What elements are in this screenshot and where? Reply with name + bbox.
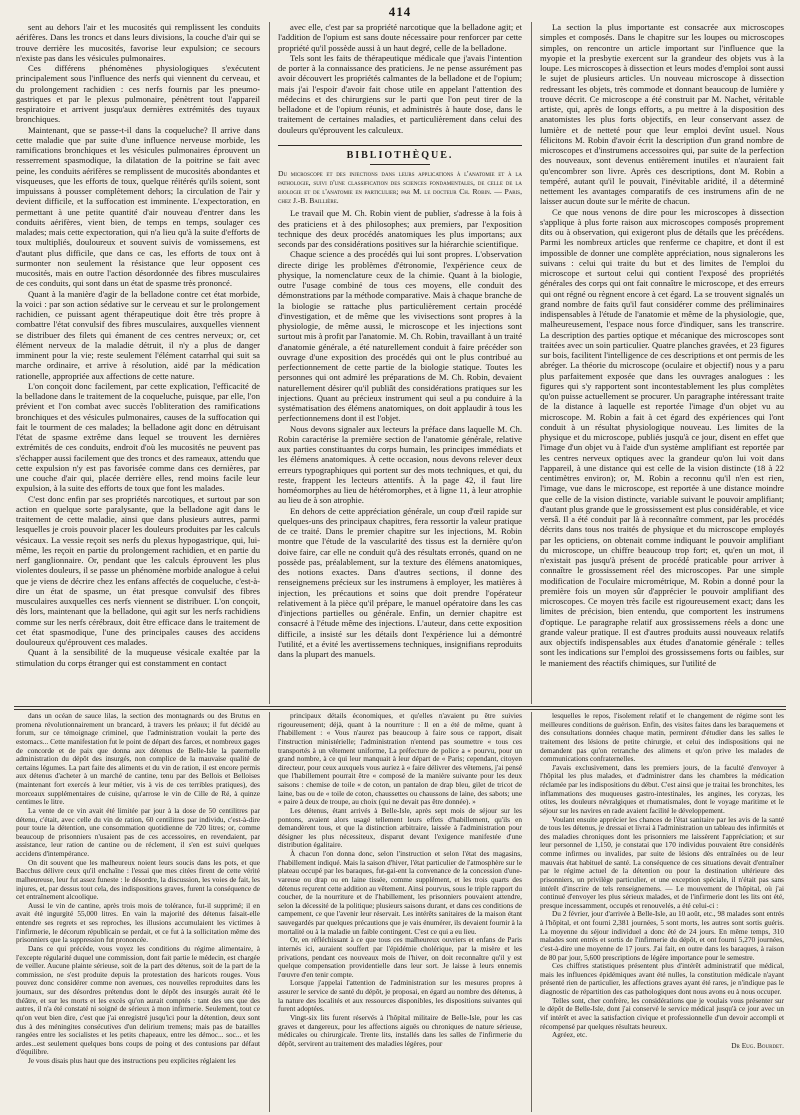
paragraph: Je vous disais plus haut que des instructions peu explicites réglaient les [28, 1056, 236, 1065]
paragraph: Ces différens phénomènes physiologiques s'exécutent principalement sous l'influence des nerfs qui viennent du cerveau, et du prolongement rachidien : ces nerfs fournis par les pneumo-gastriques et par le plexus pulmonaire, pénètrent tout l'appareil respiratoire et arrivent jusqu'aux dernières extrémités des tuyaux bronchiques. [16, 63, 260, 125]
paragraph: Nous devons signaler aux lecteurs la préface dans laquelle M. Ch. Robin caractérise la première section de l'anatomie générale, relative aux parties constituantes du corps humain, les principes immédiats et les élémens anatomiques. À cette occasion, nous devons relever deux erreurs typographiques qui portent sur des mots techniques, et qui, du reste, frappent les lecteurs attentifs. À la page 42, il faut lire homéomorphes au lieu de hétéromorphes, et à ligne 11, à leur atrophie au lieu de à son atrophie. [278, 423, 522, 506]
paragraph: La vente de ce vin avait été limitée par jour à la dose de 50 centilitres par détenu, c'était, avec celle du vin de ration, 60 centilitres par individu, c'est-à-dire pour toute la détention, une consommation quotidienne de 720 litres; or, comme beaucoup de prisonniers n'usaient pas de ces accessoires, en revendaient, par assistance, leur ration de cantine ou de réclement, il s'en est suivi quelques accidens d'intempérance. [16, 805, 260, 858]
paragraph: La section la plus importante est consacrée aux microscopes simples et composés. Dans le chapitre sur les loupes ou microscopes simples, on rencontre un article important sur l'influence que la myopie et la presbytie exercent sur la grandeur des objets vus à la loupe. Les microscopes à dissection et leurs modes d'emploi sont aussi le sujet de plusieurs articles. Un nouveau microscope à dissection redressant les objets, très commode et donnant beaucoup de lumière y trouve décrit. Ce microscope a été construit par M. Nachet, véritable artiste, qui, après de longs efforts, a pu mettre à la disposition des anatomistes les plus forts objectifs, en leur conservant assez de lumière et de netteté pour que leur emploi devînt usuel. Nous félicitons M. Robin d'avoir écrit la description d'un grand nombre de microscopes et d'instrumens accessoires qui, par suite de la perfection des nouveaux, sont devenus entièrement inutiles et n'auraient fait qu'encombrer son livre. Après ces descriptions, dont M. Robin a tempéré, autant qu'il le pouvait, l'inévitable aridité, il a déterminé nettement les avantages comparatifs de ces instrumens afin de ne laisser aucun doute sur le mérite de chacun. [540, 22, 784, 207]
paragraph: En dehors de cette appréciation générale, un coup d'œil rapide sur quelques-uns des principaux chapitres, fera ressortir la valeur pratique de ce traité. Dans le premier chapitre sur les injections, M. Robin montre que l'étude de la vascularité des tissus est la dernière qu'on doive faire, car elle ne conduit qu'à des résultats erronés, quand on ne possède pas, préalablement, sur la texture des élémens anatomiques, des notions exactes. Dans d'autres sections, il donne des renseignemens précieux sur les instrumens à employer, les matières à injection, les précautions et soins que doit prendre l'opérateur relativement à la pièce qu'il prépare, le manuel opératoire dans les cas d'injections partielles ou générale. Enfin, un dernier chapitre est consacré à l'étude même des injections. L'auteur, dans cette exposition difficile, a insisté sur les détails dont l'expérience lui a démontré l'utilité, et a évité les avertissemens techniques, insignifians reproduits dans la plupart des manuels. [278, 505, 522, 660]
paragraph: On dit souvent que les malheureux noient leurs soucis dans les pots, et que Bacchus délivre ceux qu'il enchaîne : l'essai que mes citées firent de cette vérité malheureuse, leur fut assez funeste : le désordre, la discussion, les voies de fait, les injures, et, par dessus tout cela, des indispositions graves, furent la conséquence de cet entraînement alcoolique. [16, 857, 260, 902]
top-column-2 [278, 22, 522, 704]
column-divider [531, 712, 532, 1112]
closing-line: Agréez, etc. [552, 1030, 588, 1040]
signature [540, 1042, 784, 1051]
paragraph: Dans ce qui précède, vous voyez les conditions du régime alimentaire, à l'excepte régularité duquel une commission, dont fait partie le médecin, est chargée de veiller. Aucune plainte sérieuse, soit de la part des détenus, soit de la part de la commission, ne s'est produite depuis la protestation des haricots rouges. Vous pouvez donc considérer comme non avenues, ces nouvelles reproduites dans les journaux, sur des désordres prétendus dont le dépôt des insurgés aurait été le théâtre, et sur les morts et les excès qu'on aurait comptés : tant des uns que des autres, il n'a été constaté ni soigné de sérieux à mon infirmerie. Seulement, tout ce qu'on veut bien dire, c'est que j'ai enregistré jusqu'ici pour la détention, deux sont dus à des méningites consécutives d'un delirium tremens; mais pas de batailles rangées entre les socialistes et les petits chapeaux, entre les démoc... soc... et les ardes...est seulement quelques bons coups de poing et des contusions par défaut d'équilibre. [16, 943, 260, 1057]
paragraph: principaux détails économiques, et qu'elles n'avaient pu être suivies rigoureusement; déjà, quant à la nourriture : Il en a été de même, quant à l'habillement : « Vous n'aurez pas beaucoup à faire sous ce rapport, disait l'instruction ministérielle; l'administration n'entend pas soumettre « tous ces transportés à un vêtement uniforme, La préfecture de police a « pourvu, pour un grand nombre, à ce qui leur manquait à leur départ de « Paris; cependant, citoyen directeur, pour ceux auxquels vous auriez à « faire délivrer des vêtemens, j'ai pensé que l'habillement pourrait être « composé de la manière suivante pour les deux saisons : chemise de toile « de coton, un pantalon de drap bleu, gilet de tricot de laine, bas ou de « toile de coton, chaussettes ou chaussons de laine, des sabots; une « paire à deux de troupe, au choix (qui ne devait pas être donnée). » [278, 712, 522, 807]
paragraph: lesquelles le repos, l'isolement relatif et le changement de régime sont les meilleures conditions de guérison. Enfin, des visites faites dans les baraquemens et des consultations données chaque matin, permirent d'étudier dans les salles le traitement des lésions de petite chirurgie, et celui des indispositions qui ne demandent pas qu'on retranche des alimens et qu'on prive les malades de communications confraternelles. [540, 712, 784, 764]
column-divider [531, 22, 532, 704]
page-number: 414 [388, 4, 412, 19]
bottom-column-2 [278, 712, 522, 1112]
paragraph: J'avais exclusivement, dans les premiers jours, de la faculté d'envoyer à l'hôpital les plus malades, et d'administrer dans les chambres la médication réclamée par les indispositions du début. C'est ainsi que je traitai les bronchites, les inflammations des muqueuses gastro-intestinales, les angines, les coryzas, les otites, les douleurs névralgiques et rhumatismales, dont le voyage maritime et le séjour sur les navires en rade avaient facilité le développement. [540, 762, 784, 815]
paragraph: Les détenus, étant arrivés à Belle-Isle, après sept mois de séjour sur les pontons, avaient alors usagé tellement leurs effets d'habillement, qu'ils en demandèrent tous, et que la distinction arbitraire, laissée à l'administration pour désigner les plus nécessiteux, disparut devant l'exigence manifestée d'une distribution égalitaire. [278, 805, 522, 850]
column-divider [269, 22, 270, 704]
paragraph: avec elle, c'est par sa propriété narcotique que la belladone agit; et l'addition de l'opium est sans doute nécessaire pour renforcer par cette propriété qu'il possède aussi à un haut degré, celle de la belladone. [278, 22, 522, 53]
signature-name: Dr Eug. Bourdet. [731, 1040, 784, 1050]
paragraph: Lorsque j'appelai l'attention de l'administration sur les mesures propres à assurer le service de santé du dépôt, je proposai, en égard au nombre des détenus, à la nature des localités et aux ressources disponibles, les dispositions suivantes qui furent adoptées. [278, 978, 522, 1014]
paragraph: Ces chiffres statistiques présentent plus d'intérêt administratif que médical, mais les influences épidémiques avant été nulles, la constitution médicale n'ayant présenté rien de particulier, les affections graves ayant été rares, je n'indique pas le diagnostic de répartition des cas pathologiques dont nous avons eu à nous occuper. [540, 961, 784, 996]
paragraph: dans un océan de sauce lilas, la section des montagnards ou des Brutus en promena révolutionnairement un brancard, à travers les préaux; il fut décidé au forum, sur ce témoignage criminel, que l'administration voulait la perte des estomacs... Cette manifestation fut le point de départ des farces, et nombreux gages de concorde et de paix que donna aux détenus de Belle-Isle la paternelle administration du dépôt des insurgés, non complice de la mauvaise qualité de certains légumes. La part faite des aliments et du vin de ration, il est encore permis aux détenus d'acheter à un marché de cantine, tenu par des Bellois et Belloises (maintenant fort exercés à leur métier, vis à vis de ces terribles pratiques), des morceaux supplémentaires de cuisine, qu'arrose le vin de Cille de Ré, à quinze centimes le litre. [16, 712, 260, 807]
paragraph: Ce que nous venons de dire pour les microscopes à dissection s'applique à plus forte raison aux microscopes composés proprement dits ou à observation, qui exigeront plus de détails que les précédens. Parmi les nombreux articles que renferme ce chapitre, et dont il est impossible de donner une complète appréciation, nous signalerons les suivans : celui qui traite du but et des limites de l'emploi du microscope et surtout celui qui contient l'exposé des propriétés générales des corps qui ont fait connaître le microscope, et des erreurs qui ont régné ou règnent encore à cet égard. La se trouvent signalés un grand nombre de faits qu'il faut considérer comme des préliminaires indispensables à l'étude de l'anatomie et même de la physiologie, que, malheureusement, l'espace nous force d'indiquer, sans les transcrire. La description des parties optique et mécanique des microscopes sont traitées avec un soin particulier. Quatre planches gravées, et 23 figures sur bois, facilitent l'intelligence de ces descriptions et ont permis de les abréger. La théorie du microscope (oculaire et objectif) nous y a paru plus parfaitement exposée que dans les ouvrages analogues : les figures qui s'y rapportent sont incontestablement les plus complètes qu'on puisse actuellement se procurer. Un paragraphe intéressant traite de la distance à laquelle est reportée l'image d'un objet vu au microscope. M. Robin a fait à cet égard des expériences qui l'ont conduit à un résultat physiologique nouveau. Les limites de la physique et du microscope, publiés jusqu'à ce jour, disent en effet que l'image d'un objet vu à l'aide d'un système amplifiant est reportée par les centres nerveux optiques avec la grandeur qu'on lui voit dans l'appareil, à une distance qui est celle de la vision distincte (18 à 22 centimètres environ); or, M. Robin a reconnu qu'il n'en est rien, l'image, vue dans le microscope, est reportée à une distance moindre que celle de la vision distincte, variable suivant le pouvoir amplifiant; d'autant plus grande que le grossissement est plus considérable, et vice versâ. Il a été conduit par là à reconnaître comment, par les procédés décrits dans tous nos traités de physique et du microscope employés par les opticiens, on obtenait comme indiquant le pouvoir amplifiant du microscope, un chiffre beaucoup trop fort; et, qu'en un mot, il n'existait pas jusqu'à présent de procédé praticable pour arriver à connaître le grossissement réel des microscopes. Par une simple modification de l'oculaire micrométrique, M. Robin a donné pour la première fois un moyen sûr d'apprécier le pouvoir amplifiant des microscopes. Ce moyen très facile est rigoureusement exact; dans les limites de précision, bien entendu, que comportent les instrumens d'optique. Le paragraphe relatif aux grossissemens réels a donc une grande valeur pratique. Il est d'autres produits aussi nouveaux relatifs aux objectifs indispensables aux études d'anatomie générale : telles sont les indications sur l'emploi des grossissemens forts ou faibles, sur le maniement des réactifs chimiques, sur l'utilité de [540, 206, 784, 668]
top-column-3 [540, 22, 784, 704]
section-rule [14, 706, 786, 707]
paragraph: Or, en réfléchissant à ce que tous ces malheureux ouvriers et enfans de Paris internés ici, auraient souffert par l'épidémie cholérique, par la misère et les privations, pendant ces nouveaux mois de l'hiver, on doit reconnaître qu'il y est quelque compensation providentielle dans leur sort. Je laisse à leurs ennemis l'œuvre d'en tenir compte. [278, 935, 522, 979]
paragraph: sent au dehors l'air et les mucosités qui remplissent les conduits aérifères. Dans les troncs et dans leurs divisions, la couche d'air qui se trouve derrière les mucosités, favorise leur expulsion; ce secours n'existe pas dans les vésicules pulmonaires. [16, 22, 260, 63]
paragraph: Telles sont, cher confrère, les considérations que je voulais vous présenter sur le dépôt de Belle-Isle, dont j'ai conservé le service médical jusqu'à ce jour avec un vif intérêt et avec la satisfaction civique et professionnelle d'un devoir accompli et récompensé par quelques résultats heureux. [540, 995, 784, 1031]
paragraph: Le travail que M. Ch. Robin vient de publier, s'adresse à la fois à des praticiens et à des philosophes; aux premiers, par l'exposition technique des deux procédés anatomiques les plus importans; aux seconds par des considérations positives sur la hiérarchie scientifique. [278, 208, 522, 250]
section-rule [14, 709, 786, 710]
column-divider [269, 712, 270, 1112]
paragraph: Quant à la sensibilité de la muqueuse vésicale exaltée par la stimulation du corps étranger qui est constamment en contact [16, 647, 260, 668]
paragraph: Voulant ensuite apprécier les chances de l'état sanitaire par les avis de la santé de tous les détenus, je dressai et livrai à l'administration un tableau des infirmités et des maladies chroniques dont les prisonniers me laissèrent l'appréciation; et sur leur personnel de 1,150, je constatai que 170 individus pouvaient être considérés comme infirmes ou invalides, par suite de lésions dès entraînées ou de leur mauvais état habituel de santé. La conséquence de ces situations devait d'entraîner par le régime actuel de la détention ou pour la destination ultérieure des prisonniers, un privilège particulier, et une exception spéciale, il n'était pas sans intérêt d'inscrire de tels renseignemens. — Le mouvement de l'hôpital, où j'ai continué d'envoyer les plus sérieux malades, et de l'infirmerie dont les lits ont été, presque incessamment, occupés et renouvelés, a été celui-ci : [540, 814, 784, 910]
paragraph: Tels sont les faits de thérapeutique médicale que j'avais l'intention de porter à la connaissance des praticiens. Je ne pense assurément pas avoir découvert les propriétés calmantes de la belladone et de l'opium; mais j'ai l'espoir d'avoir fait chose utile en appelant l'attention des médecins et des chirurgiens sur le parti que l'on peut tirer de la belladone et de l'opium réunis, et administrés à haute dose, dans le traitement de certaines maladies, et particulièrement dans celui des douleurs qu'éprouvent les calculeux. [278, 52, 522, 135]
paragraph: À chacun l'on donna donc, selon l'instruction et selon l'état des magasins, l'habillement indiqué. Mais la saison d'hiver, l'état particulier de l'atmosphère sur le plateau occupé par les baraques, fut-gai-ent la convenance de la concession d'une-vareuse ou drap ou en laine tissée, comme supplément, et les trois quarts des détenus reçurent cette addition au vêtement. Ainsi pourvus, sous le triple rapport du coucher, de la nourriture et de l'habillement, les prisonniers pouvaient attendre, selon la décessité de la politique; plusieurs saisons durant, et dans ces conditions de campement, ce que l'avenir leur réservait. Les intérêts sanitaires de la maison étant sauvegardés par quelques précautions que je vais énumérer, ils devaient fournir à la mortalité ou à la maladie un faible contingent. C'est ce qui a eu lieu. [278, 849, 522, 936]
paragraph: Maintenant, que se passe-t-il dans la coqueluche? Il arrive dans cette maladie que par suite d'une influence nerveuse morbide, les ramifications bronchiques et les vésicules pulmonaires éprouvent un resserrement spasmodique, la dilatation de la poitrine se fait avec peine, les conduits aérifères se remplissent de mucosités abondantes et visqueuses, que les efforts de toux, quelque réitérés qu'ils soient, sont impuissans à pousser complètement dehors; la circulation de l'air y devient difficile, et la suffocation est imminente. L'expectoration, en permettant à une petite quantité d'air nouveau d'entrer dans les conduits aérifères, vient bien, de temps en temps, soulager ces malades; mais cette expectoration, qui n'a lieu qu'à la suite d'efforts de toux multipliés, douloureux et souvent suivis de vomissemens, est d'autant plus difficile, que dans ce cas, les efforts de toux ont à surmonter non seulement la résistance que leur opposent ces mucosités, mais en outre l'action désordonnée des fibres musculaires de ces conduits, qui sont dans un état de spasme très prononcé. [16, 124, 260, 289]
paragraph: Quant à la manière d'agir de la belladone contre cet état morbide, la voici : par son action sédative sur le cerveau et sur le prolongement rachidien, ce puissant agent thérapeutique doit être très propre à combattre l'état convulsif des fibres musculaires, auxquelles viennent se distribuer des filets qui émanent de ces centres nerveux; or, cet élément nerveux de la maladie détruit, il n'y a plus de danger imminent pour la vie; reste seulement l'élément catarrhal qui suit sa marche ordinaire, et arrive à résolution, aidé par la médication rationelle, appropriée aux affections de cette nature. [16, 288, 260, 381]
paragraph: L'on conçoit donc facilement, par cette explication, l'efficacité de la belladone dans le traitement de la coqueluche, puisque, par elle, l'on prévient et l'on combat avec succès l'obliteration des ramifications bronchiques et des vésicules pulmonaires, causes de la suffocation qui fait le tourment de ces malades; la belladone agit donc en détruisant l'état de spasme extrême dans lequel se trouvent les dernières extrémités de ces conduits, endroit d'où les mucosités ne peuvent pas s'échapper aussi facilement que des troncs et des rameaux, attendu que cette expulsion n'y est pas favorisée comme dans ces dernières, par une couche d'air qui, placée derrière elles, rend moins facile leur expulsion, à la suite des efforts de toux que font les malades. [16, 380, 260, 494]
paragraph: Chaque science a des procédés qui lui sont propres. L'observation directe dirige les problèmes d'étronomie, l'expérience ceux de physique, la nomenclature ceux de la chimie. Quant à la biologie, outre l'usage combiné de tous ces moyens, elle conduit des démonstrations par la méthode comparative. Mais à chaque branche de la biologie se rattache plus particulièrement certain procédé d'investigation, et de même que les vivisections sont propres à la physiologie, de même aussi, le microscope et les injections sont surtout mis à profit par l'anatomie. M. Ch. Robin, travaillant à un traité d'anatomie générale, a été naturellement conduit à faire précéder son ouvrage d'une exposition des procédés qui ont le plus contribué au perfectionnement de cette partie de la biologie statique. Toutes les personnes qui ont admiré les préparations de M. Ch. Robin, devaient naturellement désirer qu'il publiât des considérations pratiques sur les injections. Quant au précieux instrument qui seul a pu conduire à la systématisation des élémens anatomiques, on doit applaudir à tous les perfectionnemens dont il est l'objet. [278, 249, 522, 424]
heading-rule [370, 164, 430, 165]
book-reference: Du microscope et des injections dans leurs applications à l'anatomie et à la pathologie, suivi d'une classification des sciences fondamentales, de celle de la biologie et de l'anatomie en particulier; par M. le docteur Ch. Robin. — Paris, chez J.-B. Baillière. [278, 169, 522, 206]
bottom-column-1 [16, 712, 260, 1112]
paragraph: C'est donc enfin par ses propriétés narcotiques, et surtout par son action en quelque sorte paralysante, que la belladone agit dans le traitement de cette maladie, ainsi que dans plusieurs autres, parmi lesquelles je crois pouvoir placer les douleurs produites par les calculs vésicaux. La vessie reçoit ses nerfs du plexus hypogastrique, qui, lui-même, les reçoit en partie du prolongement rachidien, et en partie du nerf ganglionnaire. Or, pendant que les calculs éprouvent les plus violentes douleurs, il se passe un phénomène morbide analogue à celui que je viens de décrire chez les enfans affectés de coqueluche, c'est-à-dire un état de spasme, un état presque convulsif des fibres musculaires auxquelles ces nerfs viennent se distribuer. L'on conçoit, dès lors, maintenant que la belladone, qui agit sur les nerfs rachidiens comme sur les nerfs cérébraux, doit être efficace dans le traitement de cet état spasmodique, l'une des principales causes des accidens douloureux qu'éprouvent ces malades. [16, 493, 260, 647]
section-heading-bibliotheque: BIBLIOTHÈQUE. [278, 145, 522, 161]
bottom-column-3 [540, 712, 784, 1112]
top-column-1 [16, 22, 260, 704]
paragraph: Du 2 février, jour d'arrivée à Belle-Isle, au 10 août, etc., 98 malades sont entrés à l'hôpital, et ont fourni 2,381 journées, 5 sont morts, les autres sont sortis guéris. La moyenne du séjour individuel a donc été de 24 jours. En même temps, 310 malades sont entrés et sortis de l'infirmerie du dépôt, et ont fourni 5,270 journées, c'est-à-dire une moyenne de 17 jours. J'ai fait, en outre dans les baraques, à raison de 80 par jour, 5,600 prescriptions de légère importance pour le semestre. [540, 909, 784, 962]
paragraph: Aussi le vin de cantine, après trois mois de tolérance, fut-il supprimé; il en avait été ingurgité 55,000 litres. En vain la majorité des détenus faisait-elle entendre ses regrets et ses reproches, les illusions accumulaient les victimes à l'infirmerie, le décorum républicain se perdait, et ce fut à la sollicitation même des prisonniers que la suppression fut prononcée. [16, 900, 260, 945]
paragraph: Vingt-six lits furent réservés à l'hôpital militaire de Belle-Isle, pour les cas graves et dangereux, pour les affections aiguës ou chroniques de nature sérieuse, médicales ou chirurgicale. Trente lits, installés dans les salles de l'infirmerie du dépôt, servirent au traitement des maladies légères, pour [278, 1012, 522, 1048]
